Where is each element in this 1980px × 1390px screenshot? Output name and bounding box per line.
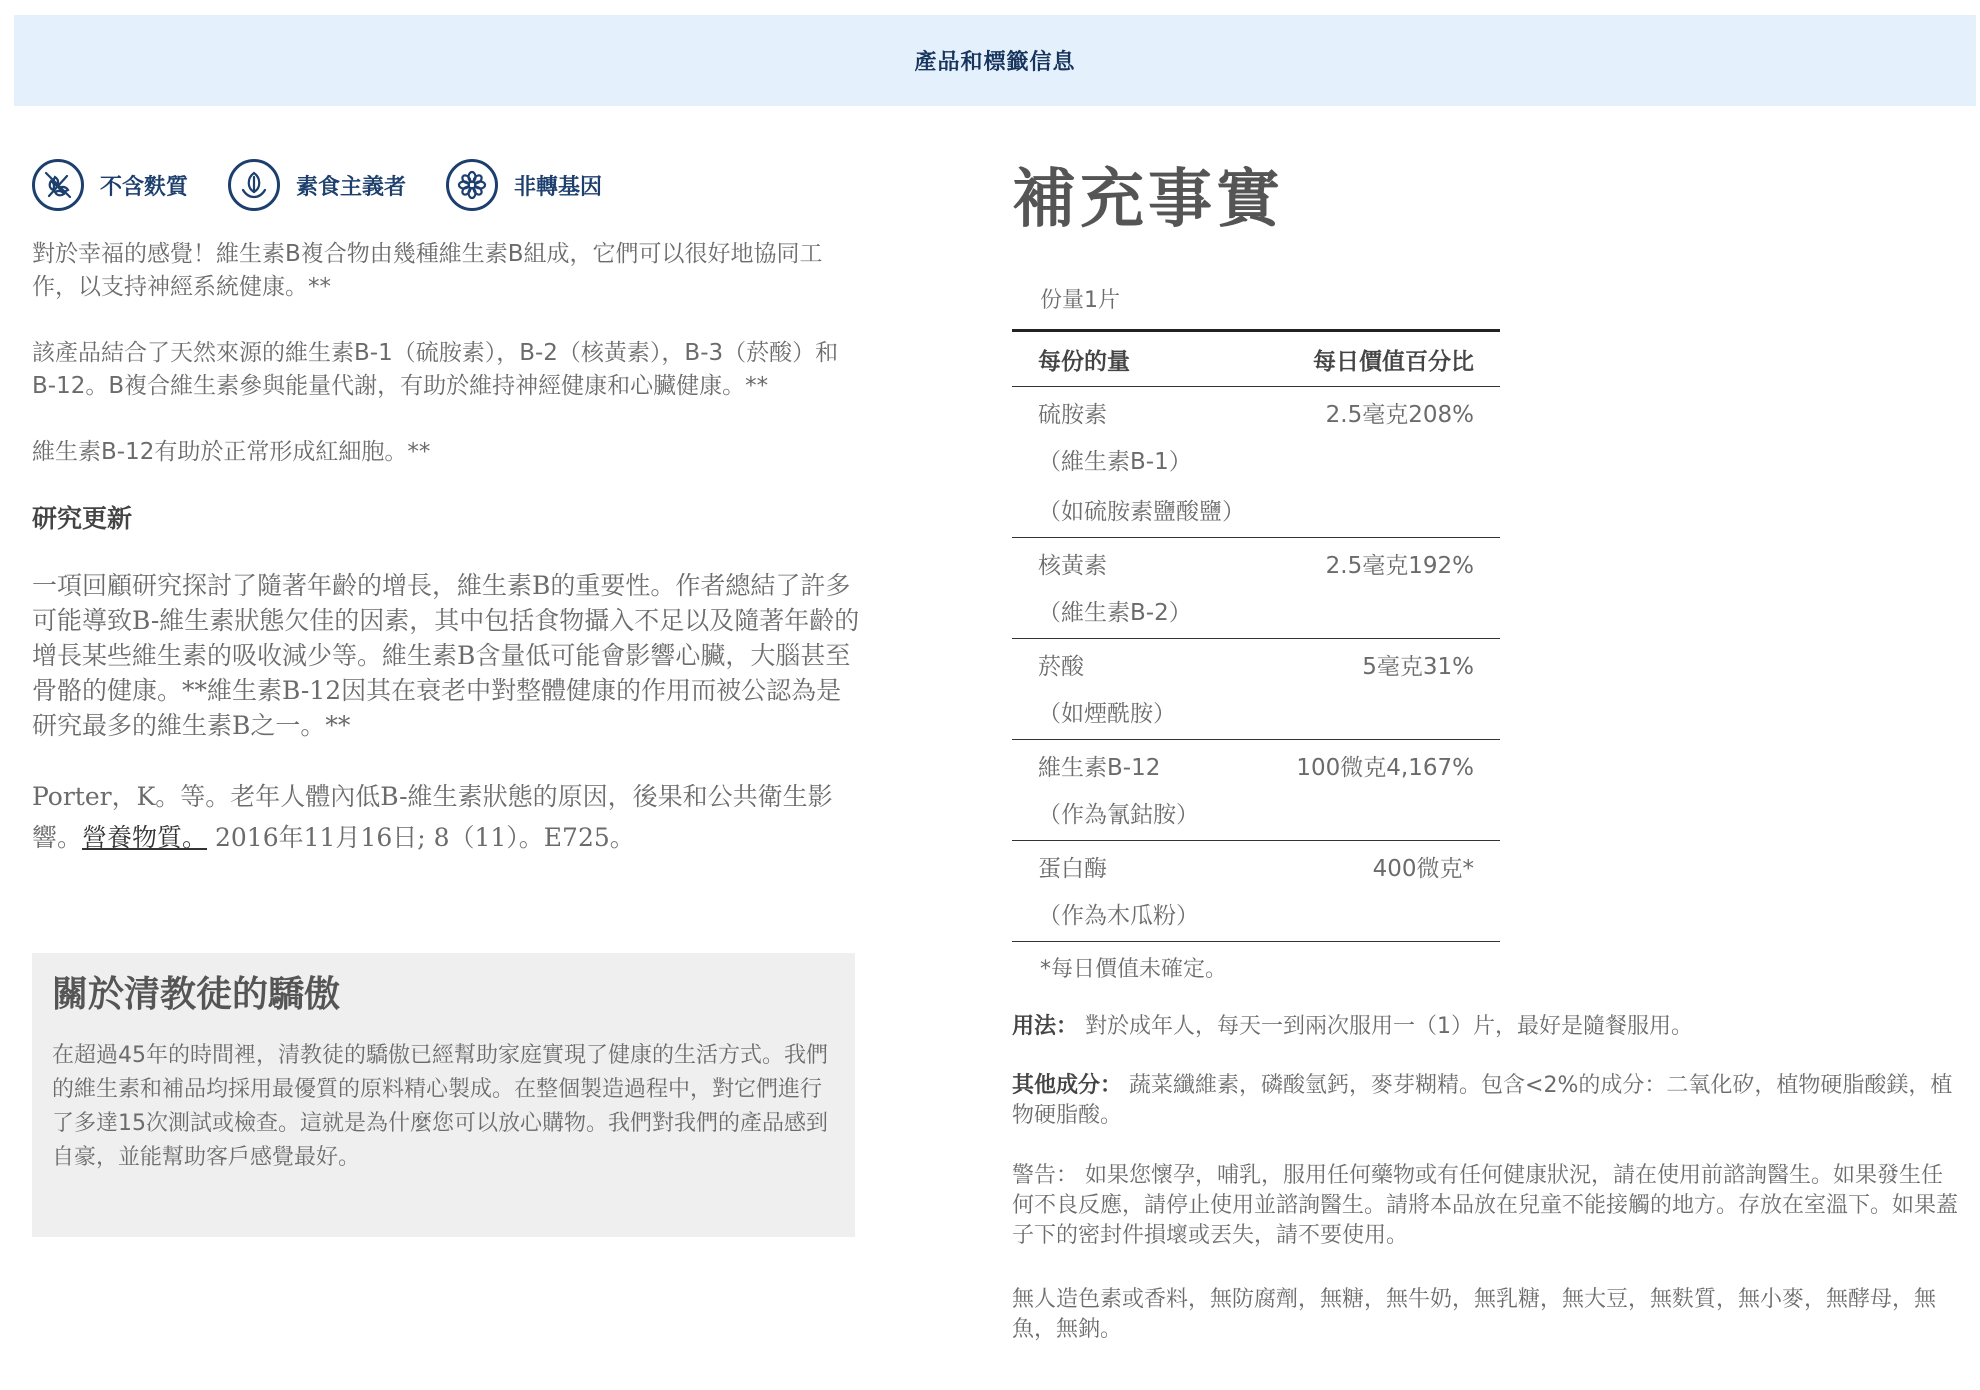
- facts-row: [1012, 740, 1500, 841]
- nutrient-name: 硫胺素: [1038, 401, 1107, 428]
- nutrient-amount: 5毫克31%: [1362, 653, 1474, 680]
- nutrient-name: 蛋白酶: [1038, 855, 1107, 882]
- about-text: 在超過45年的時間裡，清教徒的驕傲已經幫助家庭實現了健康的生活方式。我們的維生素和補品均採用最優質的原料精心製成。在整個製造過程中，對它們進行了多達15次測試或檢查。這就是為什麼您可以放心購物。我們對我們的產品感到自豪，並能幫助客戶感覺最好。: [52, 1043, 828, 1170]
- usage-text: 對於成年人，每天一到兩次服用一（1）片，最好是隨餐服用。: [1078, 1014, 1694, 1039]
- badge-vegan: [228, 159, 406, 211]
- nutrient-name: 核黃素: [1038, 552, 1107, 579]
- research-heading: 研究更新: [32, 504, 133, 533]
- facts-footnote: *每日價值未確定。: [1040, 957, 1228, 982]
- other-ingredients-paragraph: [1012, 1071, 1962, 1131]
- description-paragraph: 對於幸福的感覺！維生素B複合物由幾種維生素B組成，它們可以很好地協同工作，以支持神經系統健康。**: [32, 241, 823, 300]
- description-paragraph: 維生素B-12有助於正常形成紅細胞。**: [32, 439, 431, 465]
- warning-paragraph: 警告： 如果您懷孕，哺乳，服用任何藥物或有任何健康狀況，請在使用前諮詢醫生。如果發生任何不良反應，請停止使用並諮詢醫生。請將本品放在兒童不能接觸的地方。存放在室溫下。如果蓋子下的密封件損壞或丟失，請不要使用。: [1012, 1163, 1959, 1248]
- vegan-icon: [228, 159, 280, 211]
- supplement-facts-title: 補充事實: [1012, 163, 1284, 237]
- amount-per-serving-header: 每份的量: [1038, 348, 1130, 375]
- badges-row: [32, 150, 862, 220]
- facts-row: [1012, 639, 1500, 740]
- badge-label: 非轉基因: [514, 174, 603, 200]
- journal-link[interactable]: 營養物質。: [82, 823, 208, 852]
- nutrient-name: 維生素B-12: [1038, 754, 1161, 781]
- non-gmo-icon: [446, 159, 498, 211]
- badge-label: 不含麩質: [100, 174, 189, 200]
- about-title: 關於清教徒的驕傲: [52, 974, 341, 1015]
- facts-header: [1012, 332, 1500, 387]
- nutrient-note: （作為木瓜粉）: [1038, 903, 1199, 929]
- nutrient-note: （如煙酰胺）: [1038, 701, 1176, 727]
- facts-row: [1012, 841, 1500, 942]
- nutrient-note: （維生素B-2）: [1038, 600, 1192, 626]
- badge-non-gmo: [446, 159, 602, 211]
- description-paragraph: 該產品結合了天然來源的維生素B-1（硫胺素），B-2（核黃素），B-3（菸酸）和B-12。B複合維生素參與能量代謝，有助於維持神經健康和心臟健康。**: [32, 340, 839, 399]
- product-info-banner[interactable]: [14, 15, 1976, 106]
- other-ingredients-label: 其他成分：: [1012, 1073, 1123, 1098]
- nutrient-name: 菸酸: [1038, 653, 1084, 680]
- usage-paragraph: [1012, 1012, 1962, 1042]
- about-box: [32, 953, 855, 1237]
- facts-table: [1012, 329, 1500, 942]
- citation: [32, 776, 862, 858]
- facts-row: [1012, 538, 1500, 639]
- nutrient-note: （維生素B-1）: [1038, 449, 1192, 475]
- badge-label: 素食主義者: [296, 174, 407, 200]
- nutrient-note: （如硫胺素鹽酸鹽）: [1038, 499, 1245, 525]
- supplement-facts-panel: [1012, 155, 1962, 1345]
- daily-value-header: 每日價值百分比: [1313, 348, 1474, 375]
- nutrient-note: （作為氰鈷胺）: [1038, 802, 1199, 828]
- serving-size: 份量1片: [1040, 288, 1120, 313]
- product-description: [32, 150, 862, 858]
- gluten-free-icon: [32, 159, 84, 211]
- banner-title: 產品和標籤信息: [914, 50, 1076, 75]
- usage-label: 用法：: [1012, 1014, 1079, 1039]
- free-from-paragraph: 無人造色素或香料，無防腐劑，無糖，無牛奶，無乳糖，無大豆，無麩質，無小麥，無酵母，無魚，無鈉。: [1012, 1287, 1937, 1342]
- nutrient-amount: 400微克*: [1372, 855, 1474, 882]
- nutrient-amount: 100微克4,167%: [1296, 754, 1474, 781]
- research-paragraph: 一項回顧研究探討了隨著年齡的增長，維生素B的重要性。作者總結了許多可能導致B-維生素狀態欠佳的因素，其中包括食物攝入不足以及隨著年齡的增長某些維生素的吸收減少等。維生素B含量低可能會影響心臟，大腦甚至骨骼的健康。**維生素B-12因其在衰老中對整體健康的作用而被公認為是研究最多的維生素B之一。**: [32, 571, 860, 740]
- citation-date: 2016年11月16日; 8（11）。E725。: [207, 823, 635, 852]
- badge-gluten-free: [32, 159, 188, 211]
- citation-text: Porter，K。等。老年人體內低B-維生素狀態的原因，後果和公共衛生影響。: [32, 782, 833, 852]
- facts-row: [1012, 387, 1500, 538]
- nutrient-amount: 2.5毫克208%: [1325, 401, 1474, 428]
- other-ingredients-text: 蔬菜纖維素，磷酸氫鈣，麥芽糊精。包含<2%的成分：二氧化矽，植物硬脂酸鎂，植物硬脂酸。: [1012, 1073, 1953, 1128]
- nutrient-amount: 2.5毫克192%: [1325, 552, 1474, 579]
